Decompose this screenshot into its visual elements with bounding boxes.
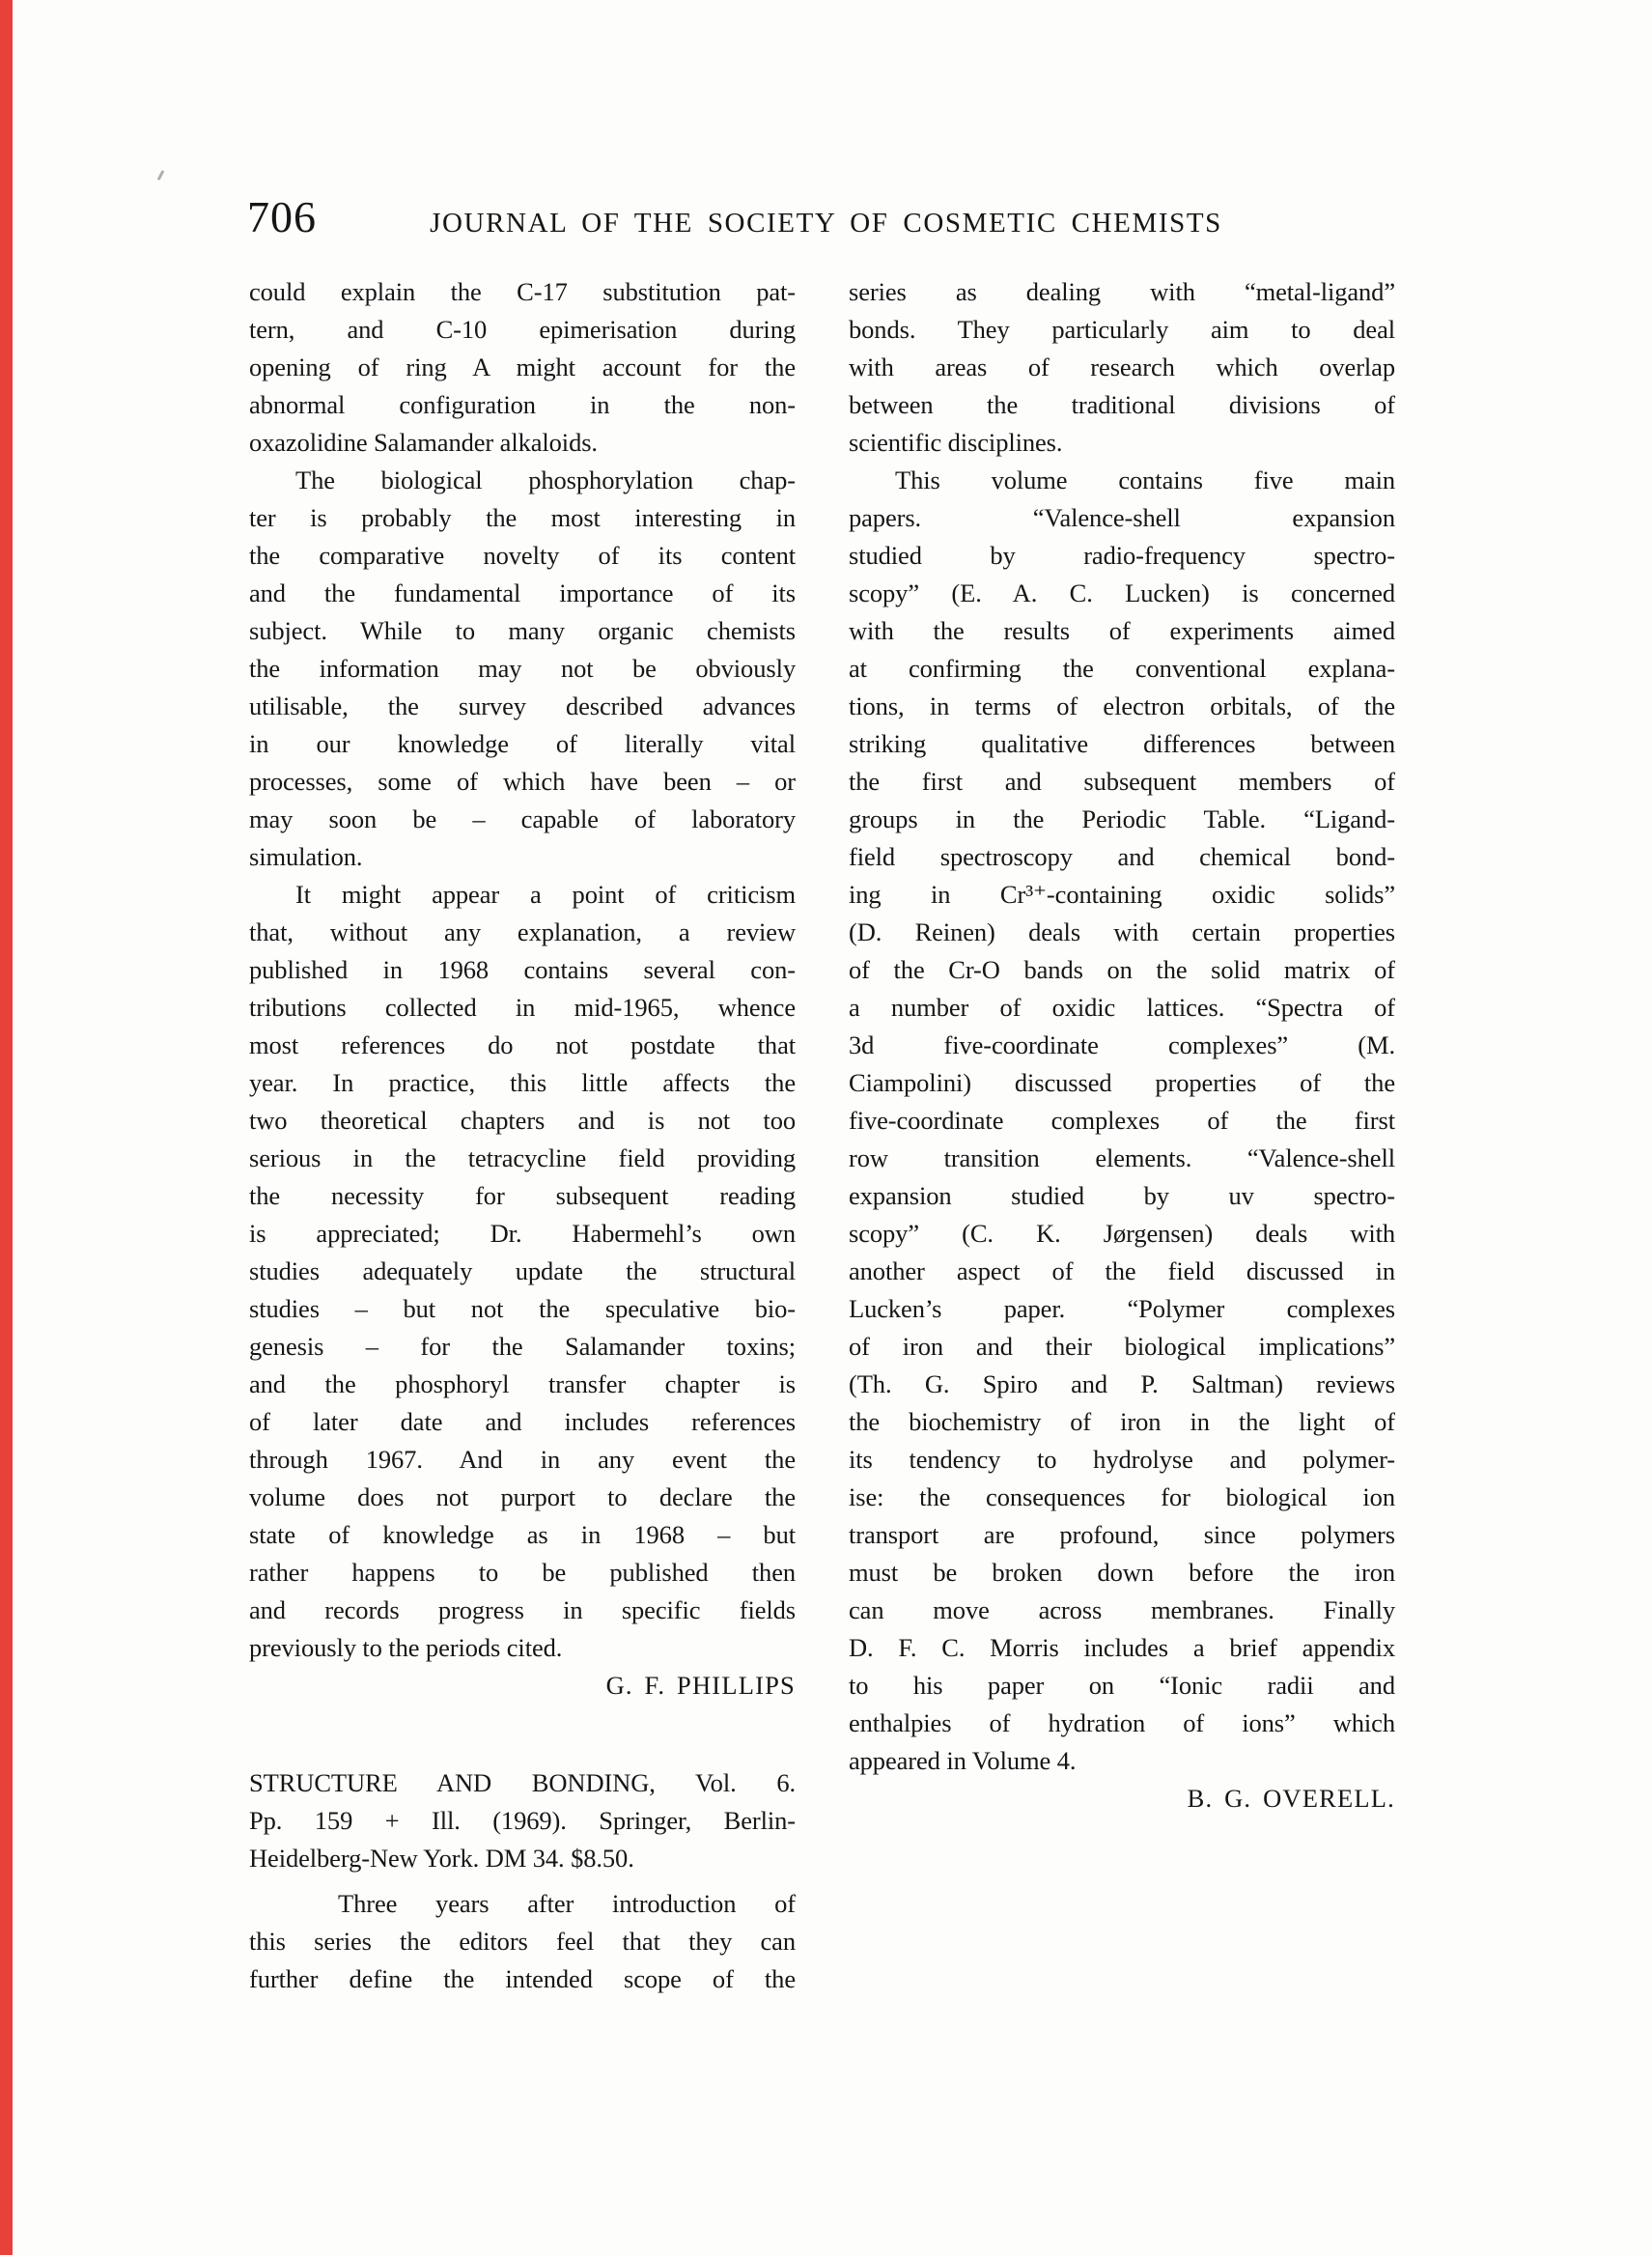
text-line: (D. Reinen) deals with certain properties [849,917,1395,946]
text-line: rather happens to be published then [249,1558,796,1587]
text-line: another aspect of the field discussed in [849,1256,1395,1285]
text-line: bonds. They particularly aim to deal [849,315,1395,344]
text-line: Lucken’s paper. “Polymer complexes [849,1294,1395,1323]
text-line: is appreciated; Dr. Habermehl’s own [249,1219,796,1248]
text-line: a number of oxidic lattices. “Spectra of [849,993,1395,1022]
text-line: with the results of experiments aimed [849,616,1395,645]
text-line: previously to the periods cited. [249,1633,563,1662]
text-line: the comparative novelty of its content [249,541,796,570]
text-line: to his paper on “Ionic radii and [849,1671,1395,1700]
text-line: further define the intended scope of the [249,1964,796,1993]
text-line: of the Cr-O bands on the solid matrix of [849,955,1395,984]
text-line: STRUCTURE AND BONDING, Vol. 6. [249,1768,796,1797]
text-line: studies – but not the speculative bio- [249,1294,796,1323]
text-line: of later date and includes references [249,1407,796,1436]
text-line: tions, in terms of electron orbitals, of the [849,691,1395,720]
text-line: scopy” (C. K. Jørgensen) deals with [849,1219,1395,1248]
text-line: tern, and C-10 epimerisation during [249,315,796,344]
text-line: groups in the Periodic Table. “Ligand- [849,804,1395,833]
text-line: Three years after introduction of [338,1889,796,1918]
text-line: striking qualitative differences between [849,729,1395,758]
text-line: abnormal configuration in the non- [249,390,796,419]
reviewer-signature: B. G. OVERELL. [1187,1784,1395,1813]
text-line: Pp. 159 + Ill. (1969). Springer, Berlin- [249,1806,796,1835]
text-line: expansion studied by uv spectro- [849,1181,1395,1210]
text-line: between the traditional divisions of [849,390,1395,419]
text-line: tributions collected in mid-1965, whence [249,993,796,1022]
text-line: enthalpies of hydration of ions” which [849,1708,1395,1737]
text-line: through 1967. And in any event the [249,1445,796,1474]
scan-edge-strip [0,0,13,2255]
text-line: the necessity for subsequent reading [249,1181,796,1210]
text-line: the biochemistry of iron in the light of [849,1407,1395,1436]
text-line: volume does not purport to declare the [249,1482,796,1511]
text-line: most references do not postdate that [249,1030,796,1059]
text-line: subject. While to many organic chemists [249,616,796,645]
text-line: its tendency to hydrolyse and polymer- [849,1445,1395,1474]
page-number: 706 [247,192,317,241]
text-line: that, without any explanation, a review [249,917,796,946]
reviewer-signature: G. F. PHILLIPS [605,1671,796,1700]
text-line: ter is probably the most interesting in [249,503,796,532]
text-line: transport are profound, since polymers [849,1520,1395,1549]
text-line: (Th. G. Spiro and P. Saltman) reviews [849,1369,1395,1398]
text-line: papers. “Valence-shell expansion [849,503,1395,532]
text-line: processes, some of which have been – or [249,767,796,796]
text-line: scientific disciplines. [849,428,1063,457]
journal-title: JOURNAL OF THE SOCIETY OF COSMETIC CHEMISTS [430,208,1222,239]
text-line: the information may not be obviously [249,654,796,683]
text-line: can move across membranes. Finally [849,1595,1395,1624]
text-line: It might appear a point of criticism [295,880,796,909]
text-line: year. In practice, this little affects the [249,1068,796,1097]
text-line: series as dealing with “metal-ligand” [849,277,1395,306]
text-line: ise: the consequences for biological ion [849,1482,1395,1511]
text-line: at confirming the conventional explana- [849,654,1395,683]
text-line: scopy” (E. A. C. Lucken) is concerned [849,578,1395,607]
text-line: ing in Cr³⁺-containing oxidic solids” [849,880,1395,909]
text-line: The biological phosphorylation chap- [295,465,796,494]
text-line: simulation. [249,842,363,871]
text-line: published in 1968 contains several con- [249,955,796,984]
text-line: 3d five-coordinate complexes” (M. [849,1030,1395,1059]
text-line: oxazolidine Salamander alkaloids. [249,428,598,457]
text-line: and the fundamental importance of its [249,578,796,607]
text-line: field spectroscopy and chemical bond- [849,842,1395,871]
text-line: with areas of research which overlap [849,352,1395,381]
text-line: may soon be – capable of laboratory [249,804,796,833]
text-line: opening of ring A might account for the [249,352,796,381]
text-line: in our knowledge of literally vital [249,729,796,758]
text-line: of iron and their biological implications” [849,1332,1395,1361]
text-line: five-coordinate complexes of the first [849,1106,1395,1135]
text-line: appeared in Volume 4. [849,1746,1077,1775]
text-line: studies adequately update the structural [249,1256,796,1285]
scan-speck [157,170,165,181]
text-line: the first and subsequent members of [849,767,1395,796]
right-column [849,273,1395,1818]
text-line: state of knowledge as in 1968 – but [249,1520,796,1549]
text-line: two theoretical chapters and is not too [249,1106,796,1135]
left-column [249,273,796,1998]
text-line: genesis – for the Salamander toxins; [249,1332,796,1361]
text-line: studied by radio-frequency spectro- [849,541,1395,570]
text-line: utilisable, the survey described advances [249,691,796,720]
text-line: Ciampolini) discussed properties of the [849,1068,1395,1097]
text-line: This volume contains five main [895,465,1395,494]
text-line: could explain the C-17 substitution pat- [249,277,796,306]
text-line: must be broken down before the iron [849,1558,1395,1587]
text-line: serious in the tetracycline field providing [249,1143,796,1172]
text-line: this series the editors feel that they can [249,1927,796,1956]
text-line: and records progress in specific fields [249,1595,796,1624]
text-line: Heidelberg-New York. DM 34. $8.50. [249,1844,634,1873]
text-line: row transition elements. “Valence-shell [849,1143,1395,1172]
text-line: and the phosphoryl transfer chapter is [249,1369,796,1398]
text-line: D. F. C. Morris includes a brief appendix [849,1633,1395,1662]
